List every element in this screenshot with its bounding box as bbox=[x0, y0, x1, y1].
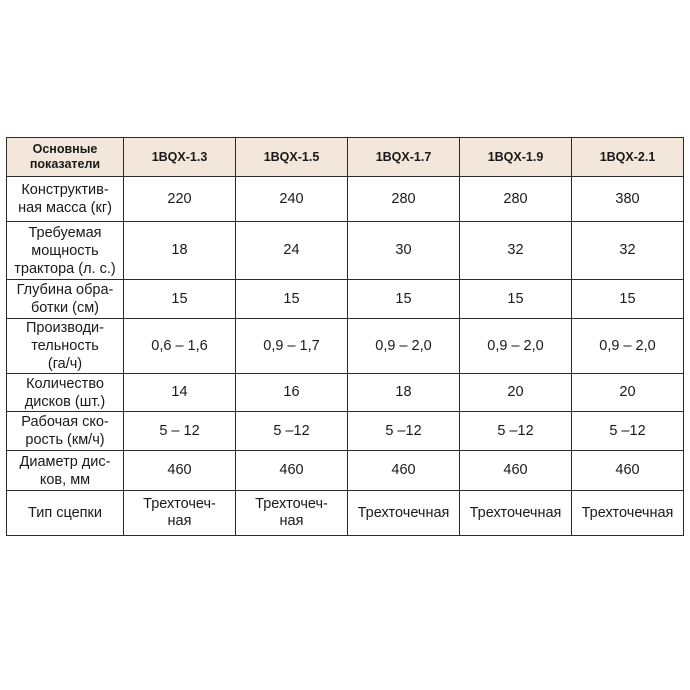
row-label-line: Конструктив- bbox=[21, 182, 109, 198]
value-cell: 0,9 – 1,7 bbox=[236, 319, 348, 374]
row-label-cell bbox=[7, 451, 124, 491]
table-row bbox=[7, 374, 684, 412]
row-label-line: дисков (шт.) bbox=[24, 393, 106, 410]
value-cell: 15 bbox=[460, 280, 572, 319]
row-label-line: ботки (см) bbox=[30, 300, 100, 316]
row-label-cell bbox=[7, 177, 124, 222]
header-model-cell: 1BQX-1.9 bbox=[460, 138, 572, 177]
value-cell: 5 –12 bbox=[348, 412, 460, 451]
value-cell: Трехточечная bbox=[572, 491, 684, 536]
row-label-line: тельность bbox=[31, 338, 99, 354]
value-cell: 0,9 – 2,0 bbox=[460, 319, 572, 374]
header-model-cell: 1BQX-1.5 bbox=[236, 138, 348, 177]
header-row bbox=[7, 138, 684, 177]
value-cell: 240 bbox=[236, 177, 348, 222]
table-row bbox=[7, 319, 684, 374]
table-row bbox=[7, 222, 684, 280]
value-cell: 32 bbox=[460, 222, 572, 280]
value-cell: 15 bbox=[348, 280, 460, 319]
value-cell: 280 bbox=[460, 177, 572, 222]
value-cell: 0,6 – 1,6 bbox=[124, 319, 236, 374]
value-cell: 5 – 12 bbox=[124, 412, 236, 451]
row-label-line: ная масса (кг) bbox=[18, 200, 112, 216]
row-label-cell bbox=[7, 222, 124, 280]
value-cell: 20 bbox=[460, 374, 572, 412]
value-cell: 460 bbox=[348, 451, 460, 491]
value-cell: 5 –12 bbox=[236, 412, 348, 451]
row-label-cell bbox=[7, 412, 124, 451]
value-cell: 280 bbox=[348, 177, 460, 222]
header-model-cell: 1BQX-1.3 bbox=[124, 138, 236, 177]
value-cell: 18 bbox=[348, 374, 460, 412]
row-label-line: рость (км/ч) bbox=[25, 432, 105, 448]
value-cell: 24 bbox=[236, 222, 348, 280]
row-label-line: (га/ч) bbox=[47, 356, 83, 372]
value-cell: 30 bbox=[348, 222, 460, 280]
table-row bbox=[7, 177, 684, 222]
value-cell: 18 bbox=[124, 222, 236, 280]
value-cell: 15 bbox=[236, 280, 348, 319]
table-row bbox=[7, 491, 684, 536]
row-label-cell bbox=[7, 491, 124, 536]
table-body bbox=[7, 177, 684, 536]
value-cell: 0,9 – 2,0 bbox=[348, 319, 460, 374]
row-label-line: Глубина обра- bbox=[16, 282, 114, 298]
header-label-cell: Основные показатели bbox=[7, 138, 124, 177]
table-row bbox=[7, 280, 684, 319]
value-cell: 14 bbox=[124, 374, 236, 412]
row-label-line: Диаметр дис- bbox=[19, 453, 111, 470]
value-cell: 380 bbox=[572, 177, 684, 222]
row-label-cell bbox=[7, 319, 124, 374]
row-label-cell bbox=[7, 374, 124, 412]
value-cell: 15 bbox=[572, 280, 684, 319]
value-cell: 460 bbox=[124, 451, 236, 491]
value-cell: 32 bbox=[572, 222, 684, 280]
value-cell: 460 bbox=[236, 451, 348, 491]
row-label-line: Производи- bbox=[26, 320, 104, 336]
value-cell: 15 bbox=[124, 280, 236, 319]
table-row bbox=[7, 451, 684, 491]
row-label-cell bbox=[7, 280, 124, 319]
value-cell: 5 –12 bbox=[460, 412, 572, 451]
value-cell: Трехточечная bbox=[460, 491, 572, 536]
row-label-line: Тип сцепки bbox=[28, 505, 102, 521]
value-cell: 0,9 – 2,0 bbox=[572, 319, 684, 374]
row-label-line: Требуемая bbox=[28, 224, 102, 241]
value-cell: Трехточечная bbox=[348, 491, 460, 536]
value-cell: Трехточеч- ная bbox=[124, 491, 236, 536]
table-row bbox=[7, 412, 684, 451]
value-cell: 16 bbox=[236, 374, 348, 412]
value-cell: 460 bbox=[572, 451, 684, 491]
spec-table bbox=[6, 137, 684, 536]
value-cell: Трехточеч- ная bbox=[236, 491, 348, 536]
value-cell: 20 bbox=[572, 374, 684, 412]
table-header bbox=[7, 138, 684, 177]
header-model-cell: 1BQX-1.7 bbox=[348, 138, 460, 177]
header-model-cell: 1BQX-2.1 bbox=[572, 138, 684, 177]
row-label-line: Количество bbox=[26, 375, 104, 392]
value-cell: 220 bbox=[124, 177, 236, 222]
value-cell: 5 –12 bbox=[572, 412, 684, 451]
row-label-line: трактора (л. с.) bbox=[14, 260, 116, 277]
value-cell: 460 bbox=[460, 451, 572, 491]
row-label-line: Рабочая ско- bbox=[21, 414, 109, 430]
row-label-line: ков, мм bbox=[39, 471, 91, 488]
row-label-line: мощность bbox=[31, 242, 99, 259]
